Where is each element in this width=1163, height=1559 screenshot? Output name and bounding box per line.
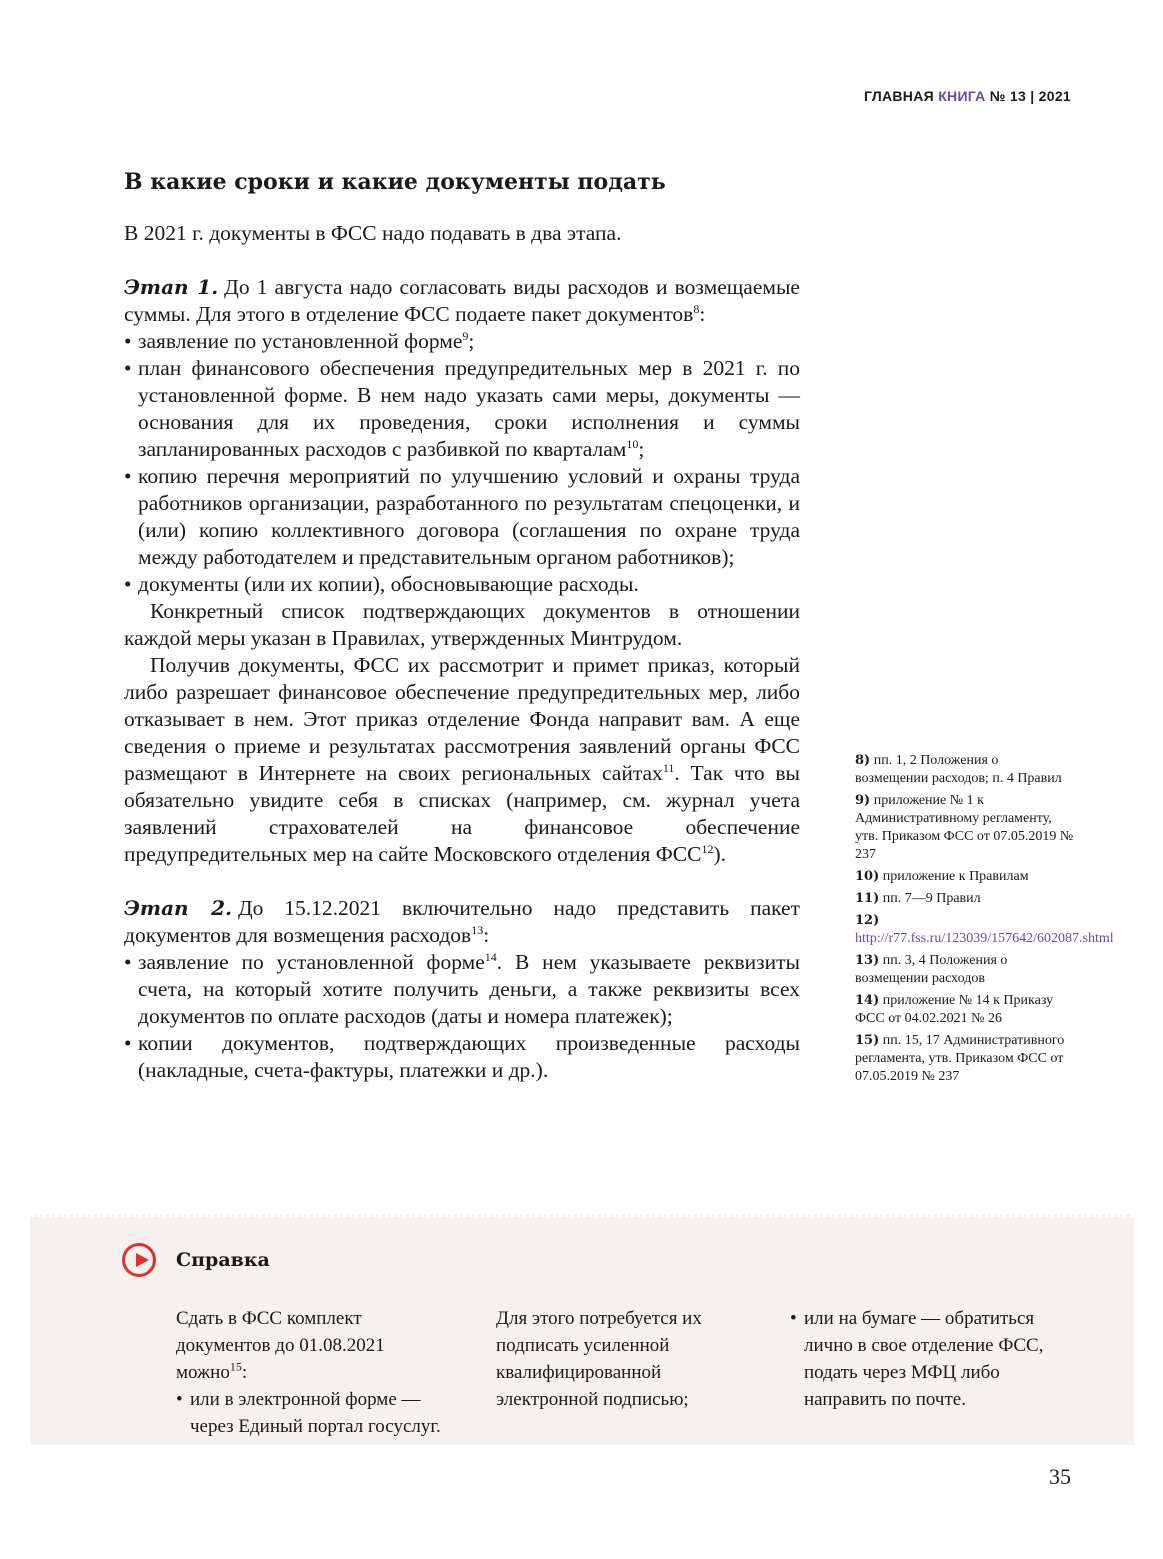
item-text: документы (или их копии), обосновывающие расходы. [138,572,639,596]
footnote: 14) приложение № 14 к Приказу ФСС от 04.02.2021 № 26 [855,993,1054,1026]
list-item [124,571,800,598]
footnote: 9) приложение № 1 к Административному регламенту, утв. Приказом ФСС от 07.05.2019 № 237 [855,793,1074,862]
footnote-ref[interactable]: 15 [229,1359,242,1374]
stage1-text: До 1 августа надо согласовать виды расходов и возмещаемые суммы. Для этого в отделение ФСС подаете пакет документов [124,275,800,326]
footnote: 8) пп. 1, 2 Положения о возмещении расходов; п. 4 Правил [855,753,1062,786]
item-end: . В нем указываете реквизиты счета, на который хотите получить деньги, а также реквизиты всех документов по оплате расходов (даты и номера платежек); [138,950,800,1028]
list-item: • или в электронной форме — через Единый портал госуслуг. [176,1386,458,1440]
info-box-title: Справка [176,1249,270,1271]
footnote: 13) пп. 3, 4 Положения о возмещении расходов [855,953,1008,986]
footnote: 10) приложение к Правилам [855,869,1029,884]
stage2-text: До 15.12.2021 включительно надо представить пакет документов для возмещения расходов [124,896,800,947]
paragraph [124,652,800,868]
stage2-paragraph: Этап 2. До 15.12.2021 включительно надо представить пакет документов для возмещения расходов$^{13}$: [124,896,800,947]
item-text: копии документов, подтверждающих произведенные расходы (накладные, счета-фактуры, платежки и др.). [138,1031,800,1082]
footnote: 11) пп. 7—9 Правил [855,891,981,906]
list-item [124,463,800,571]
footnote: 15) пп. 15, 17 Административного регламента, утв. Приказом ФСС от 07.05.2019 № 237 [855,1033,1065,1084]
footnotes [855,752,1114,1090]
item-end: ; [638,437,645,461]
running-header [864,88,1071,104]
page-number: 35 [1049,1464,1071,1489]
info-box [30,1214,1134,1445]
list-item [124,328,800,355]
item-end: ; [468,329,475,353]
footnote-ref[interactable]: 9 [462,328,469,343]
item-text: заявление по установленной форме [138,329,463,353]
footnote-ref[interactable]: 13 [471,922,484,937]
item-text: копию перечня мероприятий по улучшению условий и охраны труда работников организации, разработанного по результатам спецоценки, и (или) копию коллективного договора (соглашения по охране труда между работодателем и представительным органом работников); [138,464,800,569]
stage2-label: Этап 2. [124,896,232,920]
brand-name: ГЛАВНАЯ [863,88,934,104]
stage1-paragraph: Этап 1. До 1 августа надо согласовать виды расходов и возмещаемые суммы. Для этого в отделение ФСС подаете пакет документов$^8$: [124,275,800,326]
info-col-3 [790,1305,1080,1413]
footnote-ref[interactable]: 11 [662,760,675,775]
text: Получив документы, ФСС их рассмотрит и примет приказ, который либо разрешает финансовое обеспечение предупредительных мер, либо отказывает в нем. Этот приказ отделение Фонда направит вам. А еще сведения о приеме и результатах рассмотрения заявлений органы ФСС размещают в Интернете на своих региональных сайтах [124,653,800,785]
text: . Так что вы обязательно увидите себя в списках (например, см. журнал учета заявлений страхователей на финансовое обеспечение предупредительных мер на сайте Московского отделения ФСС [124,761,801,866]
footnote-ref[interactable]: 8 [693,301,700,316]
list-item [124,1030,800,1084]
list-item [124,355,800,463]
footnote-ref[interactable]: 12 [701,841,714,856]
section-title: В какие сроки и какие документы подать [124,169,666,195]
info-col-2: Для этого потребуется их подписать усиленной квалифицированной электронной подписью; [496,1308,702,1410]
footnote: 12) http://r77.fss.ru/123039/157642/602087.shtml [855,913,1114,946]
item-text: заявление по установленной форме [138,950,485,974]
article-body [124,166,800,1084]
intro-paragraph: В 2021 г. документы в ФСС надо подавать в два этапа. [124,221,622,245]
stage1-label: Этап 1. [124,275,219,299]
list-item [124,949,800,1030]
info-col-1: Сдать в ФСС комплект документов до 01.08.2021 можно$^{15}$: • или в электронной форме — через Единый портал госуслуг. [176,1305,458,1440]
paragraph: Конкретный список подтверждающих документов в отношении каждой меры указан в Правилах, утвержденных Минтрудом. [124,599,800,650]
text: ). [713,842,726,866]
footnote-ref[interactable]: 14 [484,949,497,964]
footnote-ref[interactable]: 10 [626,436,639,451]
brand-name-accent: КНИГА [938,88,986,104]
stage2-list [124,949,800,1084]
stage1-list [124,328,800,598]
footnote-link[interactable]: http://r77.fss.ru/123039/157642/602087.shtml [855,931,1114,946]
play-circle-icon [122,1243,156,1277]
list-item: • или на бумаге — обратиться лично в свое отделение ФСС, подать через МФЦ либо направить по почте. [790,1305,1080,1413]
issue-number: № 13 | 2021 [989,88,1071,104]
item-text: план финансового обеспечения предупредительных мер в 2021 г. по установленной форме. В нем надо указать сами меры, документы — основания для их проведения, сроки исполнения и суммы запланированных расходов с разбивкой по кварталам [138,356,800,461]
